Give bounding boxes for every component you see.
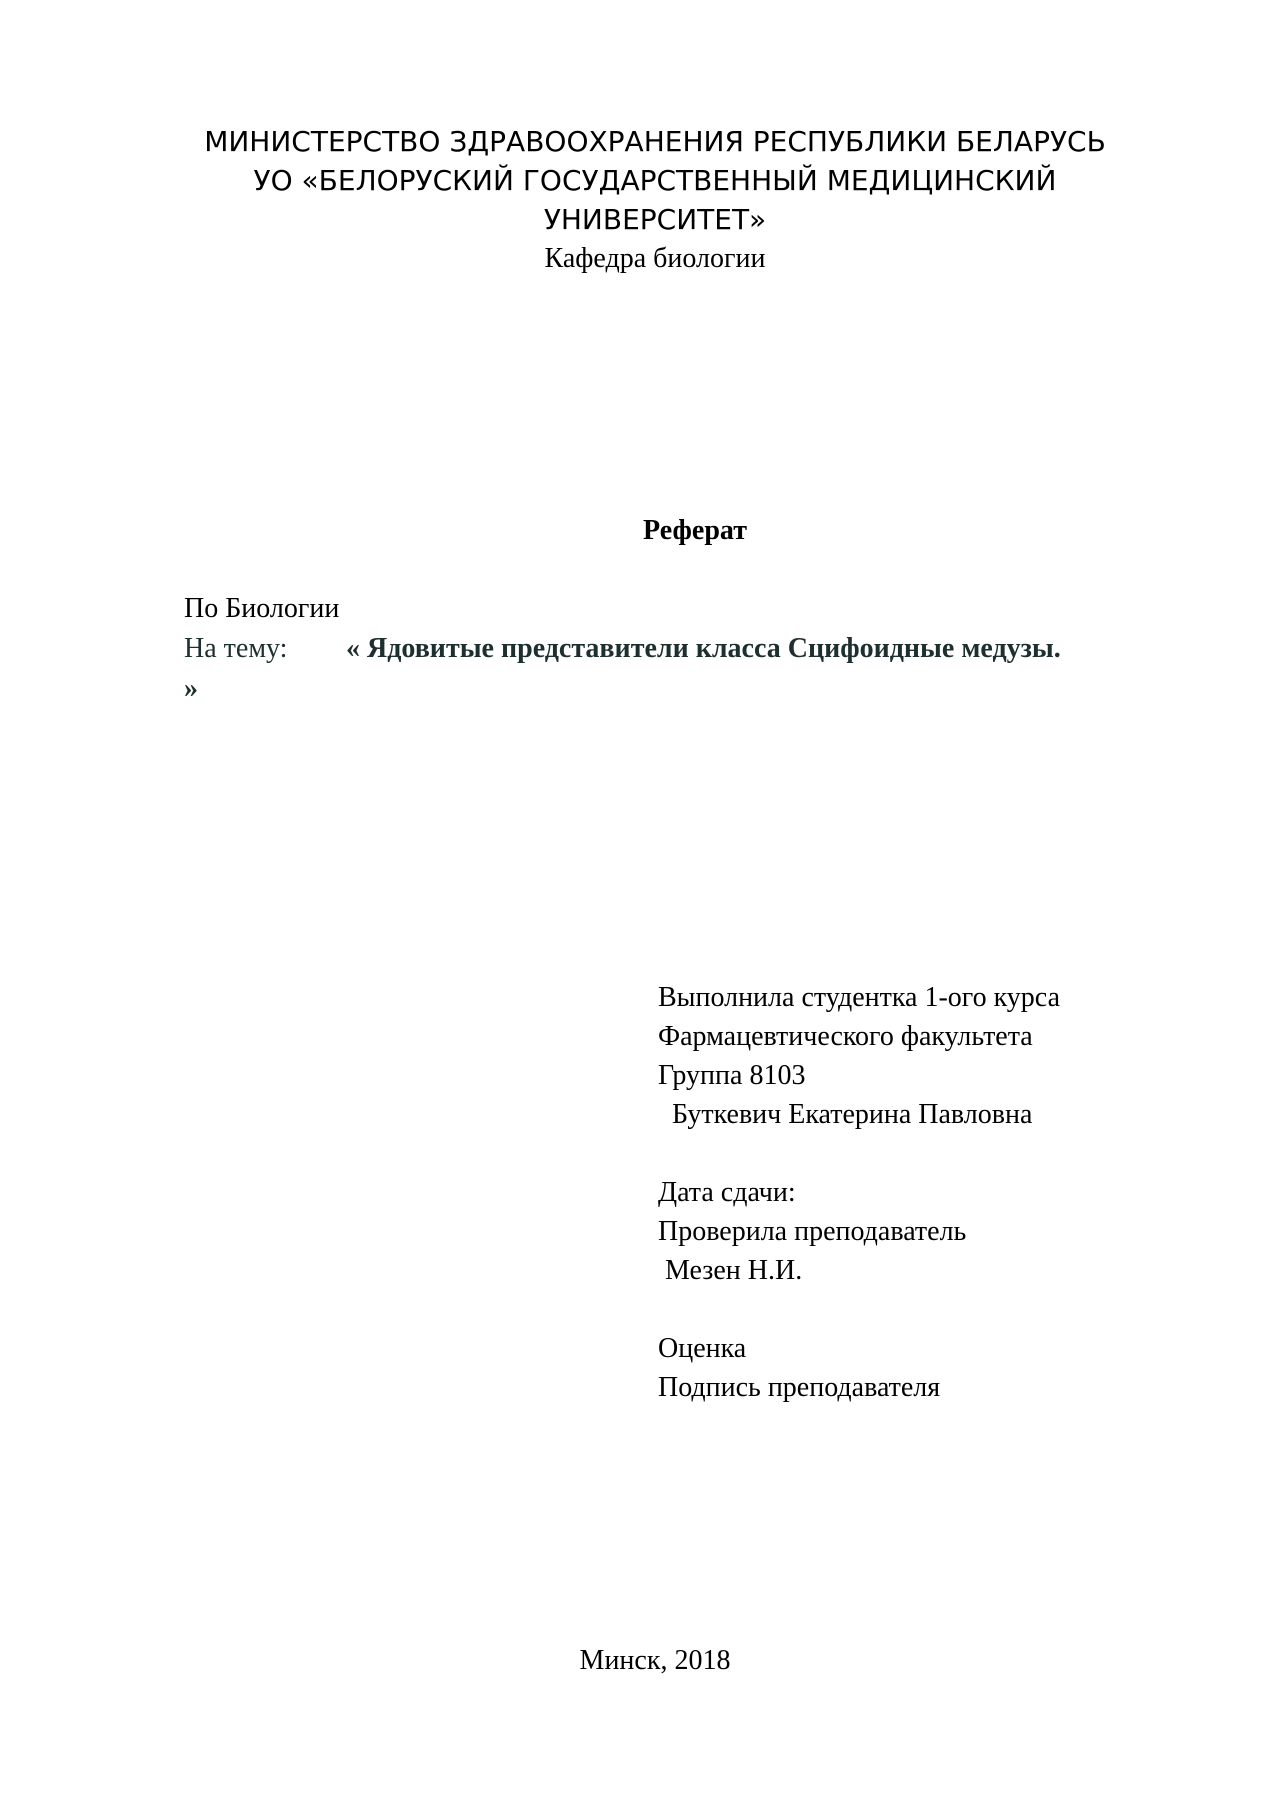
author-faculty: Фармацевтического факультета — [658, 1021, 1033, 1052]
author-name: Буткевич Екатерина Павловна — [658, 1099, 1033, 1130]
document-type: Реферат — [643, 515, 747, 546]
university-name-line2: УНИВЕРСИТЕТ» — [543, 203, 767, 236]
subject-line: По Биологии — [184, 593, 340, 624]
grade-label: Оценка — [658, 1333, 747, 1364]
department-name: Кафедра биологии — [544, 243, 766, 274]
reviewer-signature-label: Подпись преподавателя — [658, 1372, 941, 1403]
signature-block — [658, 978, 1158, 1407]
submission-date-label: Дата сдачи: — [658, 1177, 796, 1208]
ministry-name: МИНИСТЕРСТВО ЗДРАВООХРАНЕНИЯ РЕСПУБЛИКИ БЕЛАРУСЬ — [204, 125, 1106, 158]
reviewer-name: Мезен Н.И. — [658, 1255, 803, 1286]
reviewer-label: Проверила преподаватель — [658, 1216, 967, 1247]
topic-closing-quote: » — [184, 673, 198, 704]
topic-title: « Ядовитые представители класса Сцифоидные медузы. — [346, 633, 1061, 664]
ministry-header — [160, 122, 1150, 239]
spacer — [658, 1134, 1158, 1173]
university-name-line1: УО «БЕЛОРУСКИЙ ГОСУДАРСТВЕННЫЙ МЕДИЦИНСКИЙ — [253, 164, 1057, 197]
author-status: Выполнила студентка 1-ого курса — [658, 982, 1060, 1013]
topic-label: На тему: — [184, 633, 288, 664]
city-year: Минск, 2018 — [579, 1645, 731, 1676]
author-group: Группа 8103 — [658, 1060, 806, 1091]
spacer — [658, 1290, 1158, 1329]
